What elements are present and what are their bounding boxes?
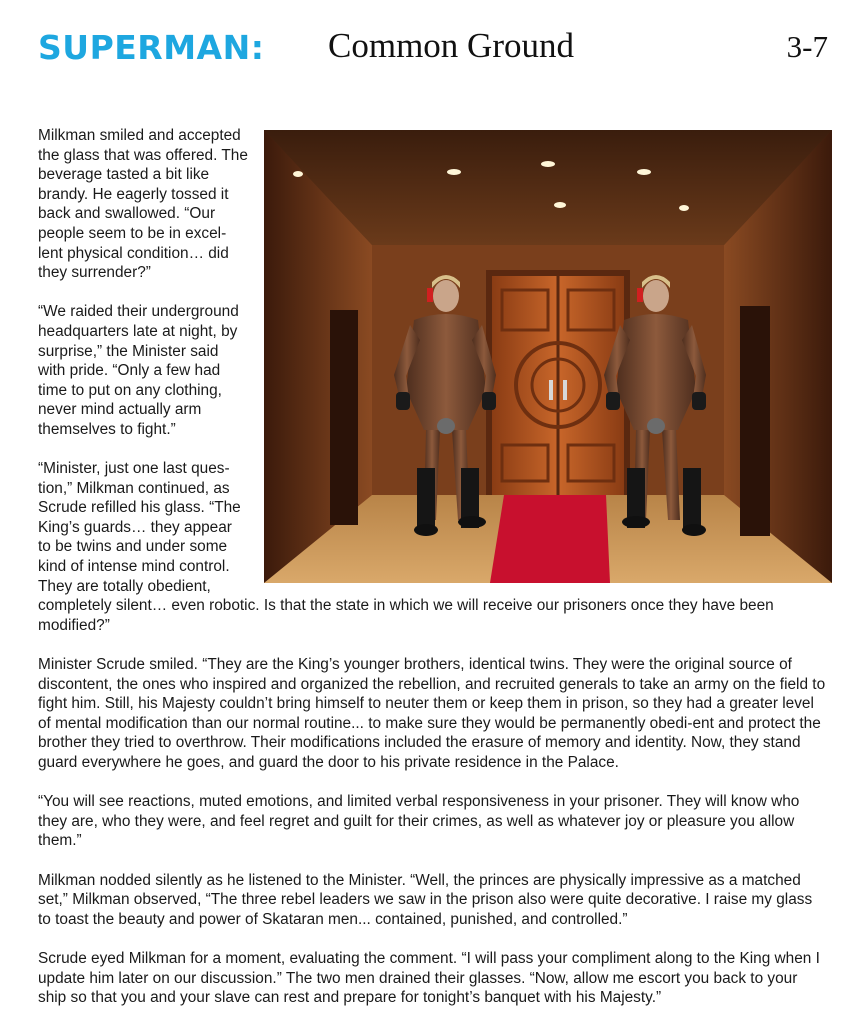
paragraph: Milkman nodded silently as he listened to the Minister. “Well, the princes are physically impressive as a matched set,” Milkman observed, “The three rebel leaders we saw in the prison also were quite decorative. I raise my glass to toast the beauty and power of Skataran men... contained, punished, and controlled.”: [38, 871, 813, 928]
paragraph: “Minister, just one last ques-tion,” Milkman continued, as Scrude refilled his glass. “The King’s guards… they appear to be twins and under some kind of intense mind control. They are totally obedient, completely silent… even robotic. Is that the state in which we will receive our prisoners once they have been modified?”: [38, 460, 774, 634]
illustration-spacer: [248, 126, 828, 584]
story-body: [38, 126, 828, 1027]
paragraph: “We raided their underground headquarters late at night, by surprise,” the Minister said with pride. “Only a few had time to put on any clothing, never mind actually arm themselves to fight.”: [38, 303, 239, 438]
book-title: SUPERMAN:: [38, 28, 265, 67]
page-number: 3-7: [786, 29, 828, 64]
paragraph: Scrude eyed Milkman for a moment, evaluating the comment. “I will pass your compliment along to the King when I update him later on our discussion.” The two men drained their glasses. “Now, allow me escort you back to your ship so that you and your slave can rest and prepare for tonight’s banquet with his Majesty.”: [38, 949, 820, 1007]
paragraph: “You will see reactions, muted emotions, and limited verbal responsiveness in your prisoner. They will know who they are, who they were, and feel regret and guilt for their crimes, as well as whatever joy or pleasure you allow them.”: [38, 793, 800, 850]
paragraph: Milkman smiled and accepted the glass that was offered. The beverage tasted a bit like brandy. He eagerly tossed it back and swallowed. “Our people seem to be in excel-lent physical condition… did they surrender?”: [38, 127, 248, 282]
paragraph: Minister Scrude smiled. “They are the King’s younger brothers, identical twins. They were the original source of discontent, the ones who inspired and organized the rebellion, and recruited generals to take an army on the field to fight him. Still, his Majesty couldn’t bring himself to neuter them or keep them in prison, so they had a greater level of mental modification than our normal routine... to make sure they would be permanently obedi-ent and protect the brother they tried to overthrow. Their modifications included the erasure of memory and identity. Now, they stand guard everywhere he goes, and guard the door to his private residence in the Palace.: [38, 656, 826, 771]
chapter-title: Common Ground: [328, 26, 574, 65]
page-header: [38, 26, 828, 70]
